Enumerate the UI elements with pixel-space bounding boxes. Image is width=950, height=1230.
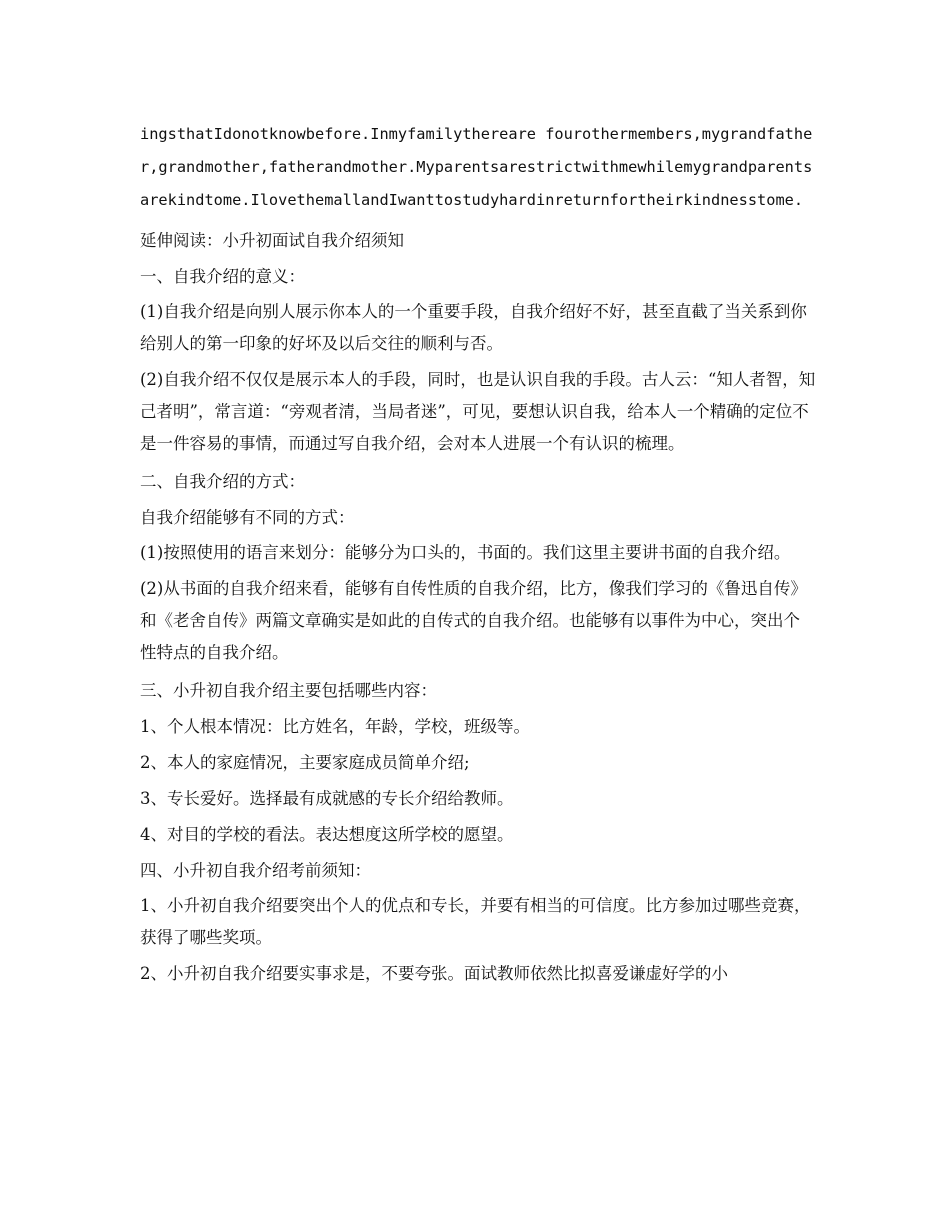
content-item-1: 1、个人根本情况：比方姓名，年龄，学校，班级等。 [140, 717, 530, 736]
paragraph-method-2: (2)从书面的自我介绍来看，能够有自传性质的自我介绍，比方，像我们学习的《鲁迅自传》和《老舍自传》两篇文章确实是如此的自传式的自我介绍。也能够有以事件为中心，突出个性特点的自我介绍。 [140, 579, 807, 662]
notice-item-1: 1、小升初自我介绍要突出个人的优点和专长，并要有相当的可信度。比方参加过哪些竞赛，获得了哪些奖项。 [140, 896, 811, 947]
content-item-3: 3、专长爱好。选择最有成就感的专长介绍给教师。 [140, 789, 514, 808]
document-body [140, 118, 816, 990]
methods-intro: 自我介绍能够有不同的方式： [140, 508, 355, 527]
paragraph-meaning-1: (1)自我介绍是向别人展示你本人的一个重要手段，自我介绍好不好，甚至直截了当关系到你给别人的第一印象的好坏及以后交往的顺利与否。 [140, 302, 807, 353]
content-item-2: 2、本人的家庭情况，主要家庭成员简单介绍; [140, 753, 470, 772]
section-2-heading: 二、自我介绍的方式： [140, 472, 305, 491]
english-passage: ingsthatIdonotknowbefore.Inmyfamilythereare fourothermembers,mygrandfather,grandmother,fatherandmother.Myparentsarestrictwithmewhilemygrandparentsarekindtome.IlovethemallandIwanttostudyhardinreturnfortheirkindnesstome. [140, 125, 813, 209]
section-4-heading: 四、小升初自我介绍考前须知： [140, 861, 371, 880]
content-item-4: 4、对目的学校的看法。表达想度这所学校的愿望。 [140, 825, 514, 844]
paragraph-meaning-2: (2)自我介绍不仅仅是展示本人的手段，同时，也是认识自我的手段。古人云：“知人者智，知己者明”，常言道：“旁观者清，当局者迷”，可见，要想认识自我，给本人一个精确的定位不是一件容易的事情，而通过写自我介绍，会对本人进展一个有认识的梳理。 [140, 370, 816, 453]
extended-reading-heading: 延伸阅读：小升初面试自我介绍须知 [140, 231, 404, 250]
paragraph-method-1: (1)按照使用的语言来划分：能够分为口头的，书面的。我们这里主要讲书面的自我介绍。 [140, 543, 791, 562]
section-1-heading: 一、自我介绍的意义： [140, 267, 305, 286]
notice-item-2: 2、小升初自我介绍要实事求是，不要夸张。面试教师依然比拟喜爱谦虚好学的小 [140, 964, 728, 983]
section-3-heading: 三、小升初自我介绍主要包括哪些内容： [140, 681, 437, 700]
